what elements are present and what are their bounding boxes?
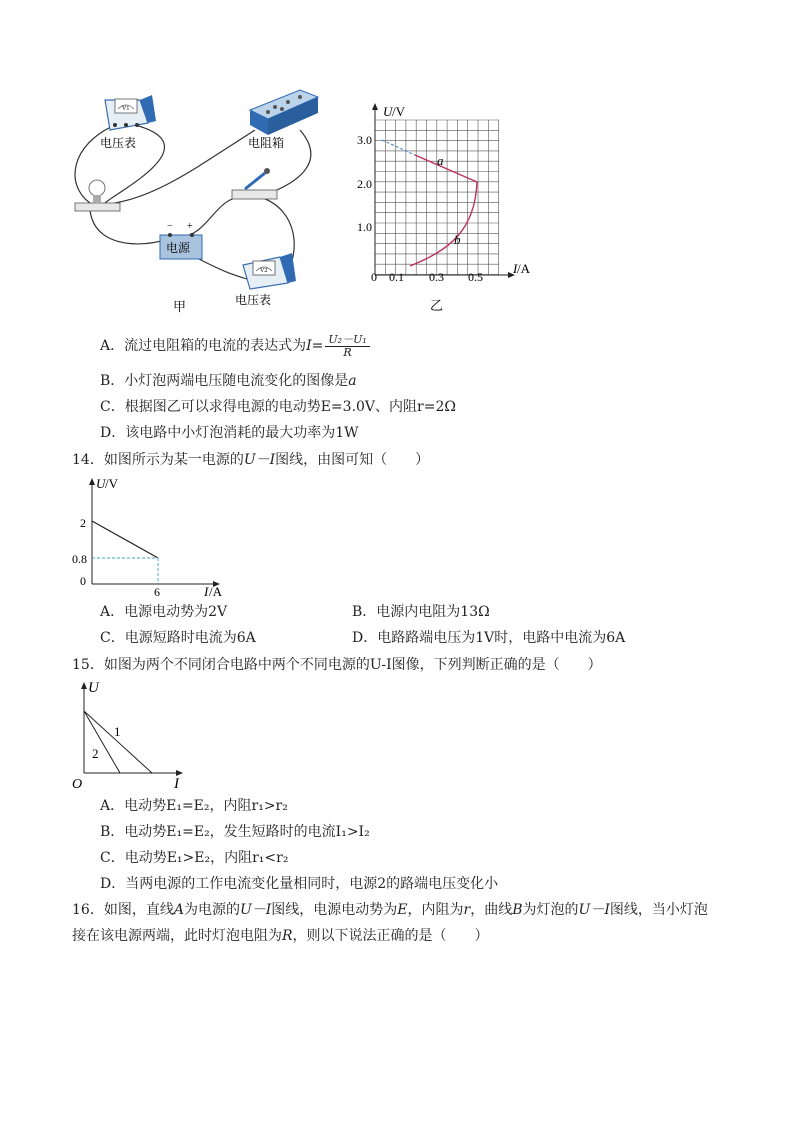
svg-text:+: +	[187, 221, 193, 232]
svg-text:1: 1	[114, 724, 121, 739]
q13-option-c: C．根据图乙可以求得电源的电动势E=3.0V、内阻r=2Ω	[100, 399, 456, 415]
svg-text:/V: /V	[105, 476, 118, 491]
q13-option-a: A．流过电阻箱的电流的表达式为I= $\frac{\text{U₂－U₁}}{R}$	[100, 333, 372, 359]
q16-stem-line-2: 接在该电源两端，此时灯泡电阻为R，则以下说法正确的是（ ）	[72, 928, 489, 944]
q15-option-c: C．电动势E₁>E₂，内阻r₁<r₂	[100, 850, 289, 866]
svg-text:U: U	[383, 104, 393, 119]
svg-text:0: 0	[80, 574, 86, 588]
svg-text:6: 6	[154, 585, 160, 599]
svg-text:2: 2	[80, 516, 86, 530]
svg-text:U: U	[88, 680, 99, 696]
svg-text:0: 0	[371, 270, 377, 284]
voltmeter-2-label: 电压表	[235, 293, 272, 307]
svg-text:2: 2	[92, 746, 99, 761]
q14-ui-line	[92, 521, 158, 558]
q15-line-1	[84, 711, 152, 773]
svg-text:U: U	[96, 476, 106, 491]
circuit-diagram	[60, 85, 360, 325]
graph-yi	[355, 100, 535, 315]
q16-stem-line-1: 16．如图，直线A为电源的U－I图线，电源电动势为E，内阻为r，曲线B为灯泡的U－I图线，当小灯泡	[72, 902, 708, 918]
graph-yi-caption: 乙	[430, 298, 444, 313]
voltmeter-1-label: 电压表	[100, 136, 137, 150]
svg-text:0.3: 0.3	[429, 270, 444, 284]
svg-text:I: I	[174, 776, 179, 791]
svg-text:0.8: 0.8	[72, 552, 87, 566]
svg-text:/V: /V	[392, 104, 405, 119]
q15-option-a: A．电动势E₁=E₂，内阻r₁>r₂	[100, 798, 288, 814]
q14-stem: 14．如图所示为某一电源的U－I图线，由图可知（ ）	[72, 452, 430, 468]
svg-text:0.1: 0.1	[389, 270, 404, 284]
q14-option-c: C．电源短路时电流为6A	[100, 630, 256, 646]
svg-text:1.0: 1.0	[357, 220, 372, 234]
q15-line-2	[84, 711, 120, 773]
svg-text:b: b	[454, 232, 461, 247]
svg-text:I: I	[204, 584, 209, 599]
svg-text:/A: /A	[517, 261, 530, 276]
voltmeter-2-tag: V2	[260, 268, 268, 274]
svg-text:0.5: 0.5	[468, 270, 483, 284]
svg-text:−: −	[167, 221, 173, 232]
q13-option-d: D．该电路中小灯泡消耗的最大功率为1W	[100, 425, 359, 441]
q15-stem: 15．如图为两个不同闭合电路中两个不同电源的U-I图像，下列判断正确的是（ ）	[72, 657, 602, 673]
svg-text:2.0: 2.0	[357, 177, 372, 191]
q14-option-d: D．电路路端电压为1V时，电路中电流为6A	[352, 630, 626, 646]
power-source-label: 电源	[166, 241, 191, 255]
graph-yi-grid	[375, 120, 499, 275]
svg-text:I: I	[513, 261, 518, 276]
q15-option-d: D．当两电源的工作电流变化量相同时，电源2的路端电压变化小	[100, 876, 499, 892]
q15-option-b: B．电动势E₁=E₂，发生短路时的电流I₁>I₂	[100, 824, 370, 840]
voltmeter-1-tag: V1	[122, 106, 130, 112]
svg-text:3.0: 3.0	[357, 133, 372, 147]
q14-option-b: B．电源内电阻为13Ω	[352, 604, 490, 620]
q13-option-b: B．小灯泡两端电压随电流变化的图像是a	[100, 373, 357, 389]
resistor-box	[250, 90, 318, 135]
fraction: $\frac{\text{U₂－U₁}}{R}$	[325, 334, 369, 359]
svg-text:/A: /A	[209, 584, 222, 599]
resistor-box-label: 电阻箱	[248, 136, 285, 150]
curve-b	[410, 182, 477, 266]
circuit-caption: 甲	[173, 299, 187, 314]
svg-text:O: O	[72, 777, 83, 791]
q14-option-a: A．电源电动势为2V	[100, 604, 228, 620]
svg-text:a: a	[437, 153, 444, 168]
q15-graph	[72, 676, 192, 791]
voltmeter-1	[105, 95, 156, 130]
switch	[232, 168, 277, 199]
q14-graph	[72, 472, 242, 600]
voltmeter-2	[243, 253, 296, 289]
